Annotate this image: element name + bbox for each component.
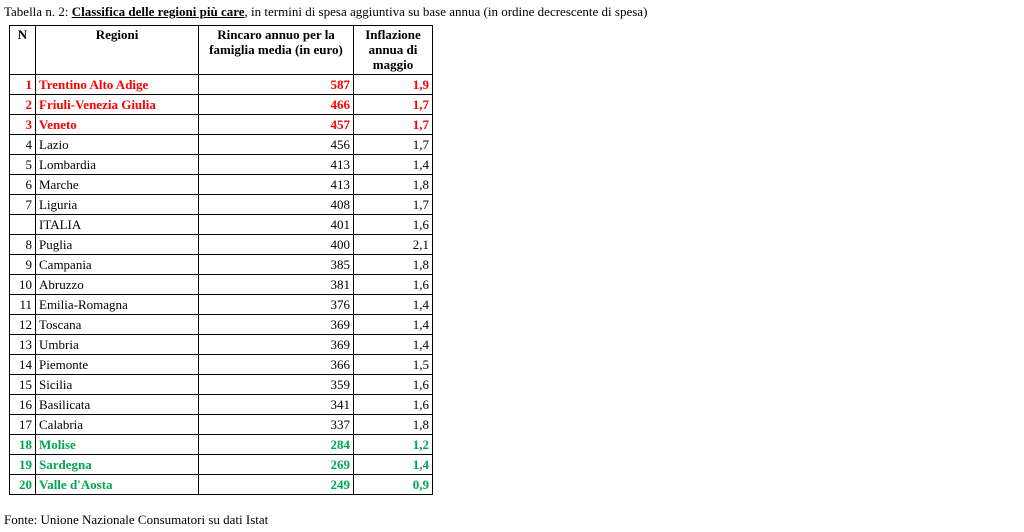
ranking-table: [9, 25, 433, 495]
rank-cell: 17: [10, 415, 36, 435]
table-row: [10, 455, 433, 475]
region-cell: ITALIA: [36, 215, 199, 235]
rincaro-cell: 408: [199, 195, 354, 215]
rank-cell: 7: [10, 195, 36, 215]
inflazione-cell: 1,7: [354, 195, 433, 215]
table-row: [10, 255, 433, 275]
rincaro-cell: 369: [199, 335, 354, 355]
table-row: [10, 135, 433, 155]
inflazione-cell: 1,9: [354, 75, 433, 95]
rank-cell: 16: [10, 395, 36, 415]
region-cell: Veneto: [36, 115, 199, 135]
inflazione-cell: 0,9: [354, 475, 433, 495]
table-row: [10, 375, 433, 395]
rincaro-cell: 337: [199, 415, 354, 435]
region-cell: Friuli-Venezia Giulia: [36, 95, 199, 115]
rincaro-cell: 249: [199, 475, 354, 495]
region-cell: Emilia-Romagna: [36, 295, 199, 315]
inflazione-cell: 1,6: [354, 375, 433, 395]
rank-cell: 3: [10, 115, 36, 135]
rank-cell: 12: [10, 315, 36, 335]
region-cell: Sardegna: [36, 455, 199, 475]
rank-cell: [10, 215, 36, 235]
inflazione-cell: 1,6: [354, 395, 433, 415]
rincaro-cell: 401: [199, 215, 354, 235]
region-cell: Valle d'Aosta: [36, 475, 199, 495]
inflazione-cell: 1,6: [354, 215, 433, 235]
rank-cell: 13: [10, 335, 36, 355]
inflazione-cell: 1,8: [354, 415, 433, 435]
inflazione-cell: 2,1: [354, 235, 433, 255]
source-note: Fonte: Unione Nazionale Consumatori su dati Istat: [4, 512, 269, 527]
region-cell: Abruzzo: [36, 275, 199, 295]
inflazione-cell: 1,8: [354, 255, 433, 275]
header-inflazione: Inflazione annua di maggio: [354, 26, 433, 75]
rincaro-cell: 359: [199, 375, 354, 395]
table-row: [10, 355, 433, 375]
rincaro-cell: 385: [199, 255, 354, 275]
table-row: [10, 275, 433, 295]
caption-rest: in termini di spesa aggiuntiva su base annua (in ordine decrescente di spesa): [247, 4, 648, 19]
rank-cell: 19: [10, 455, 36, 475]
table-row: [10, 415, 433, 435]
rincaro-cell: 269: [199, 455, 354, 475]
region-cell: Puglia: [36, 235, 199, 255]
rincaro-cell: 413: [199, 155, 354, 175]
region-cell: Lombardia: [36, 155, 199, 175]
inflazione-cell: 1,4: [354, 455, 433, 475]
region-cell: Trentino Alto Adige: [36, 75, 199, 95]
rank-cell: 5: [10, 155, 36, 175]
rincaro-cell: 376: [199, 295, 354, 315]
table-caption: [4, 4, 647, 20]
rincaro-cell: 456: [199, 135, 354, 155]
inflazione-cell: 1,2: [354, 435, 433, 455]
table-row: [10, 215, 433, 235]
region-cell: Basilicata: [36, 395, 199, 415]
table-header-row: [10, 26, 433, 75]
region-cell: Umbria: [36, 335, 199, 355]
table-row: [10, 95, 433, 115]
header-n: N: [10, 26, 36, 75]
table-row: [10, 335, 433, 355]
table-row: [10, 395, 433, 415]
region-cell: Toscana: [36, 315, 199, 335]
table-row: [10, 195, 433, 215]
rincaro-cell: 341: [199, 395, 354, 415]
table-row: [10, 475, 433, 495]
rank-cell: 8: [10, 235, 36, 255]
table-row: [10, 315, 433, 335]
table-row: [10, 235, 433, 255]
header-rincaro: Rincaro annuo per la famiglia media (in euro): [199, 26, 354, 75]
region-cell: Liguria: [36, 195, 199, 215]
caption-separator: ,: [244, 4, 248, 19]
region-cell: Campania: [36, 255, 199, 275]
inflazione-cell: 1,7: [354, 115, 433, 135]
rincaro-cell: 457: [199, 115, 354, 135]
region-cell: Marche: [36, 175, 199, 195]
inflazione-cell: 1,5: [354, 355, 433, 375]
rank-cell: 1: [10, 75, 36, 95]
rank-cell: 4: [10, 135, 36, 155]
inflazione-cell: 1,8: [354, 175, 433, 195]
table-row: [10, 155, 433, 175]
rincaro-cell: 381: [199, 275, 354, 295]
inflazione-cell: 1,4: [354, 315, 433, 335]
inflazione-cell: 1,4: [354, 155, 433, 175]
rank-cell: 14: [10, 355, 36, 375]
rank-cell: 18: [10, 435, 36, 455]
rincaro-cell: 369: [199, 315, 354, 335]
table-body: [10, 75, 433, 495]
rincaro-cell: 400: [199, 235, 354, 255]
rank-cell: 15: [10, 375, 36, 395]
rank-cell: 10: [10, 275, 36, 295]
inflazione-cell: 1,4: [354, 335, 433, 355]
header-regioni: Regioni: [36, 26, 199, 75]
region-cell: Piemonte: [36, 355, 199, 375]
inflazione-cell: 1,6: [354, 275, 433, 295]
region-cell: Lazio: [36, 135, 199, 155]
rank-cell: 9: [10, 255, 36, 275]
caption-prefix: Tabella n. 2:: [4, 4, 72, 19]
rank-cell: 6: [10, 175, 36, 195]
table-row: [10, 175, 433, 195]
region-cell: Calabria: [36, 415, 199, 435]
region-cell: Sicilia: [36, 375, 199, 395]
inflazione-cell: 1,7: [354, 135, 433, 155]
rincaro-cell: 366: [199, 355, 354, 375]
table-row: [10, 75, 433, 95]
rank-cell: 11: [10, 295, 36, 315]
table-row: [10, 295, 433, 315]
rincaro-cell: 413: [199, 175, 354, 195]
caption-title: Classifica delle regioni più care: [71, 4, 245, 19]
table-row: [10, 115, 433, 135]
rincaro-cell: 466: [199, 95, 354, 115]
table-row: [10, 435, 433, 455]
inflazione-cell: 1,4: [354, 295, 433, 315]
rank-cell: 20: [10, 475, 36, 495]
region-cell: Molise: [36, 435, 199, 455]
rincaro-cell: 587: [199, 75, 354, 95]
rincaro-cell: 284: [199, 435, 354, 455]
rank-cell: 2: [10, 95, 36, 115]
inflazione-cell: 1,7: [354, 95, 433, 115]
